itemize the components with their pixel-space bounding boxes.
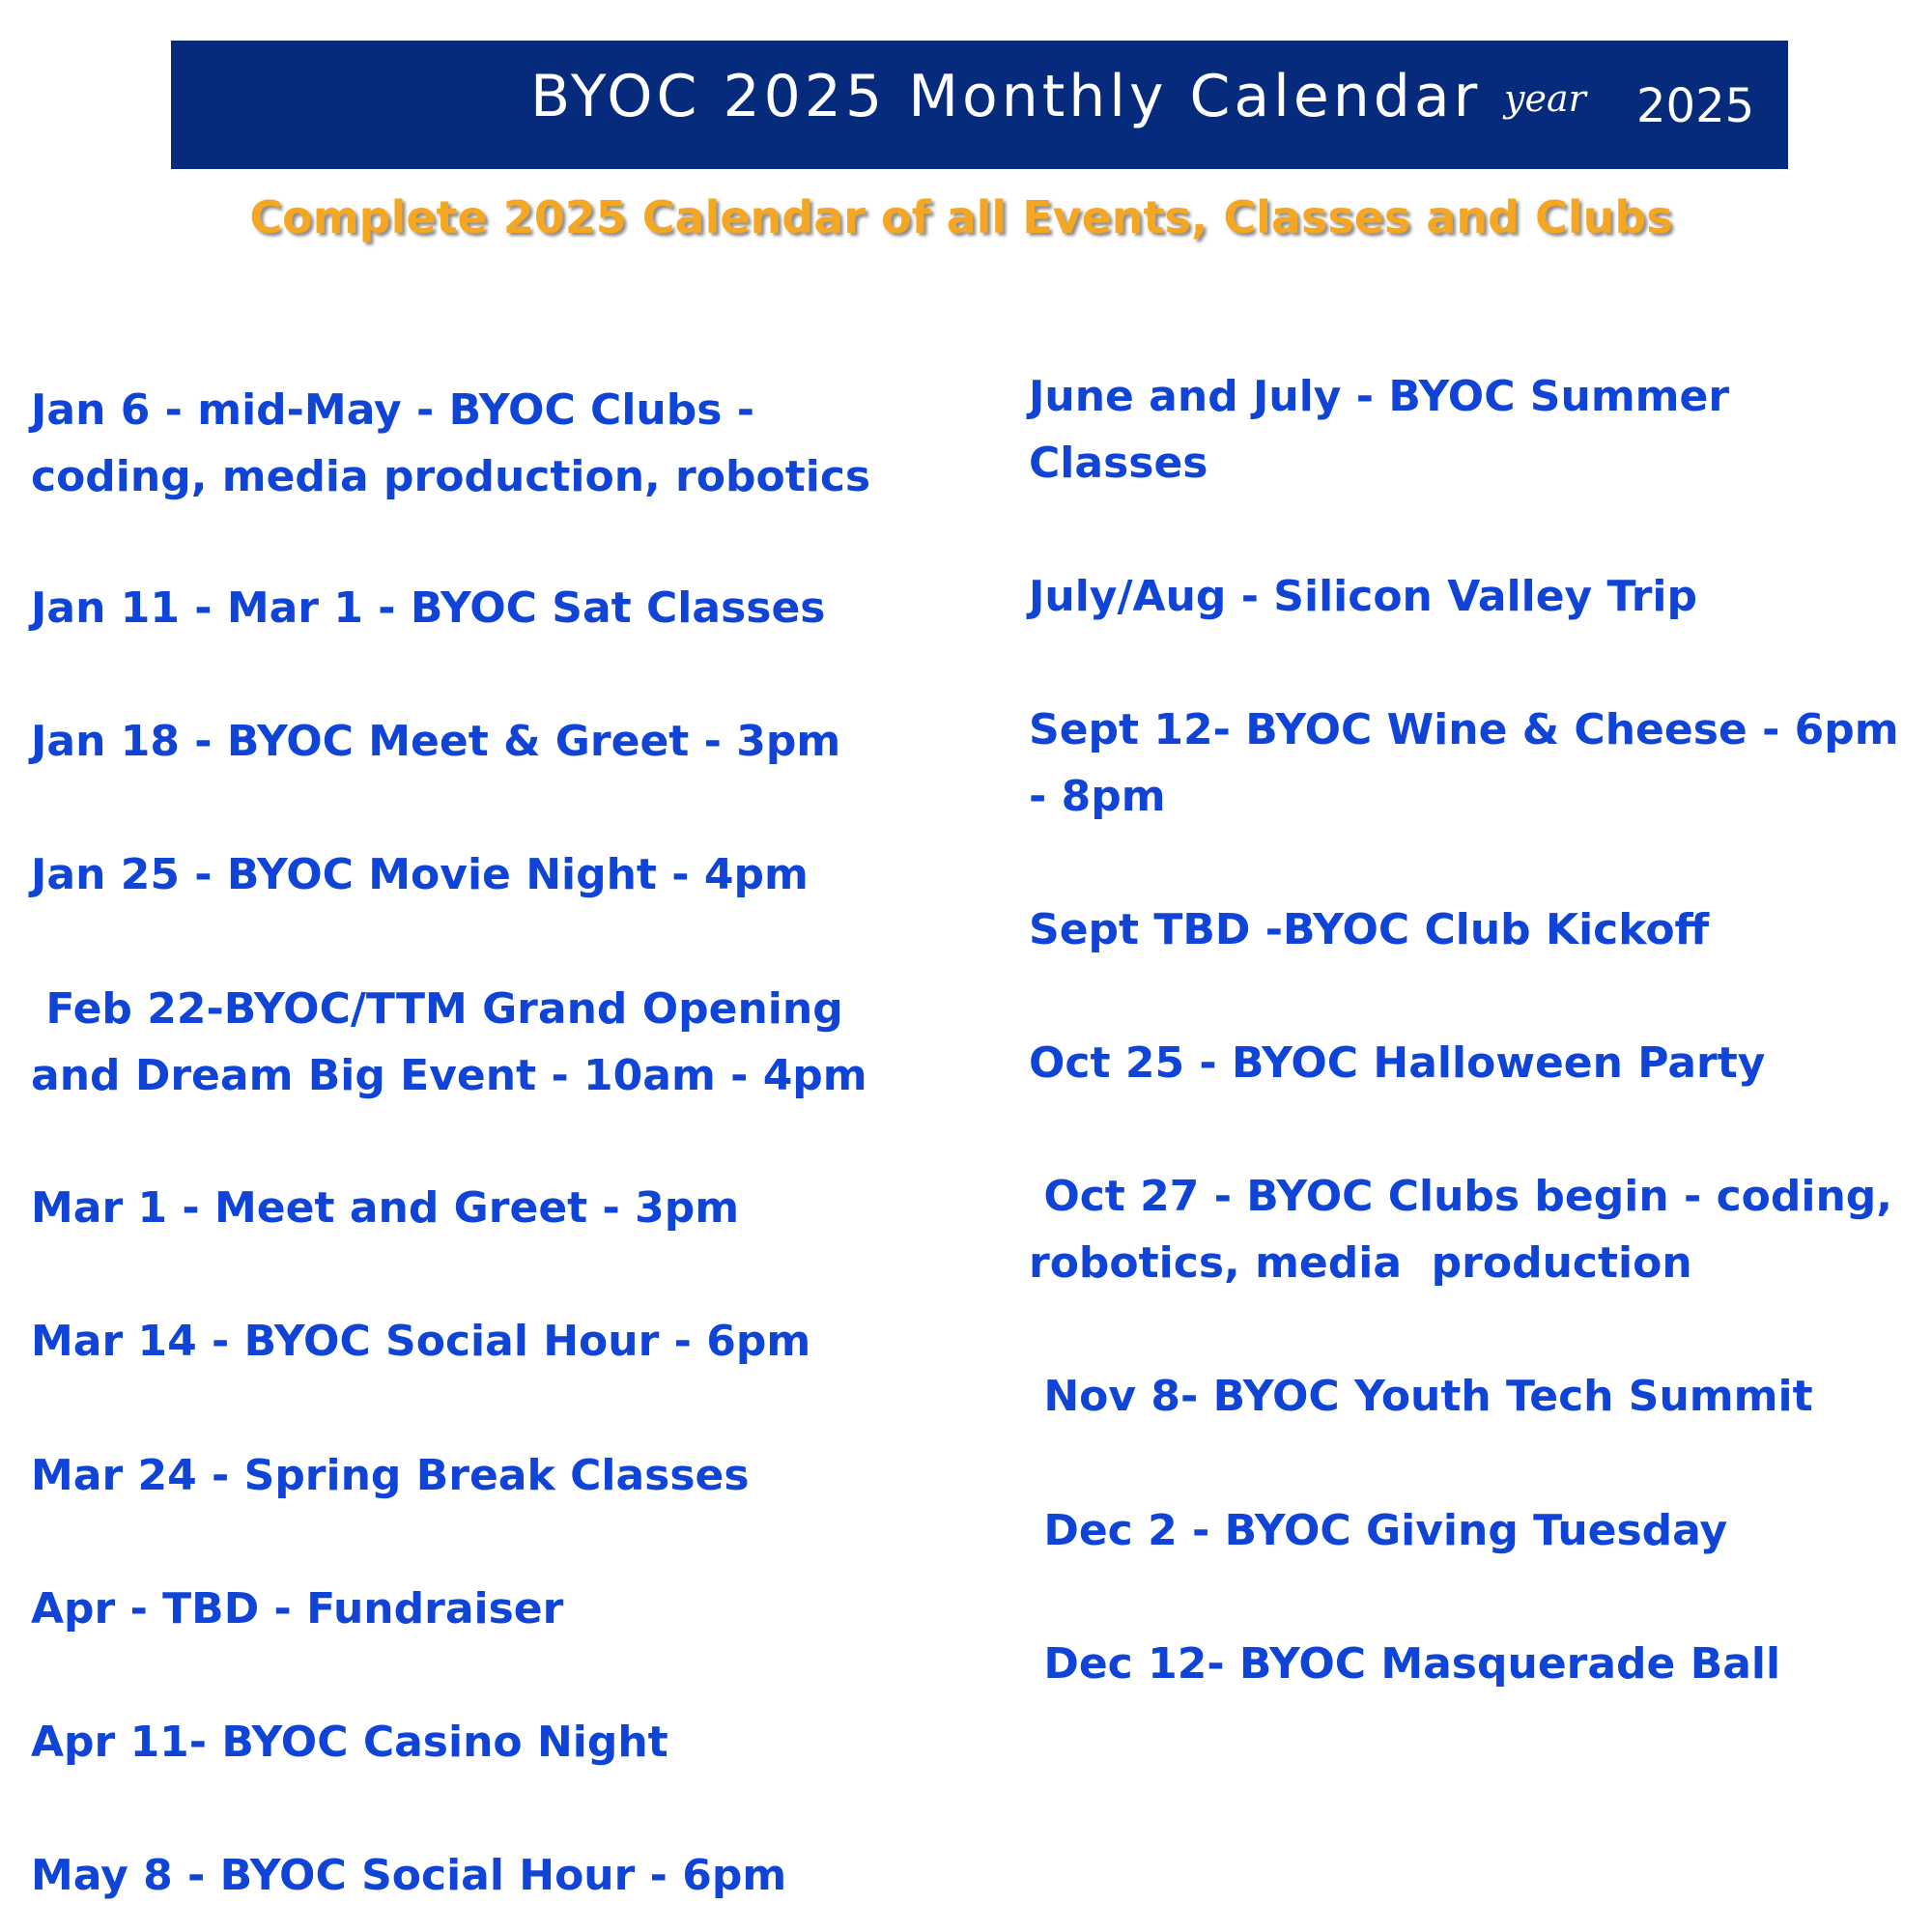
- event-item: [31, 1842, 786, 1909]
- event-line: July/Aug - Silicon Valley Trip: [1029, 572, 1697, 621]
- event-item: [31, 377, 870, 510]
- event-item: [31, 575, 826, 641]
- event-line: Nov 8- BYOC Youth Tech Summit: [1029, 1372, 1813, 1421]
- year-value: 2025: [1636, 79, 1755, 133]
- event-line: Jan 11 - Mar 1 - BYOC Sat Classes: [31, 583, 826, 633]
- event-item: [31, 708, 840, 775]
- event-line: Dec 12- BYOC Masquerade Ball: [1029, 1639, 1781, 1689]
- event-item: [1029, 563, 1697, 630]
- event-line: coding, media production, robotics: [31, 452, 871, 501]
- event-item: [1029, 696, 1899, 830]
- event-line: June and July - BYOC Summer: [1029, 372, 1730, 421]
- event-line: Jan 6 - mid-May - BYOC Clubs -: [31, 385, 755, 435]
- event-item: [1029, 1631, 1780, 1697]
- year-label: year: [1504, 77, 1586, 120]
- event-line: Jan 18 - BYOC Meet & Greet - 3pm: [31, 717, 841, 766]
- event-line: Mar 1 - Meet and Greet - 3pm: [31, 1183, 740, 1233]
- event-line: - 8pm: [1029, 772, 1166, 821]
- event-line: and Dream Big Event - 10am - 4pm: [31, 1051, 867, 1100]
- event-item: [31, 976, 867, 1109]
- event-item: [1029, 363, 1729, 497]
- event-line: robotics, media production: [1029, 1238, 1692, 1288]
- event-line: Classes: [1029, 439, 1208, 488]
- event-line: Oct 25 - BYOC Halloween Party: [1029, 1038, 1766, 1088]
- event-line: Mar 24 - Spring Break Classes: [31, 1451, 750, 1500]
- page-title: BYOC 2025 Monthly Calendar: [530, 63, 1482, 130]
- event-item: [31, 841, 809, 908]
- event-item: [1029, 1497, 1727, 1564]
- header-bar: [171, 41, 1788, 169]
- event-line: May 8 - BYOC Social Hour - 6pm: [31, 1851, 787, 1900]
- event-line: Feb 22-BYOC/TTM Grand Opening: [31, 984, 843, 1034]
- event-item: [31, 1175, 739, 1241]
- event-line: Jan 25 - BYOC Movie Night - 4pm: [31, 850, 809, 899]
- event-line: Sept 12- BYOC Wine & Cheese - 6pm: [1029, 705, 1899, 754]
- event-item: [31, 1576, 563, 1642]
- event-line: Mar 14 - BYOC Social Hour - 6pm: [31, 1317, 811, 1366]
- event-line: Apr - TBD - Fundraiser: [31, 1584, 564, 1634]
- event-item: [31, 1442, 750, 1509]
- event-line: Oct 27 - BYOC Clubs begin - coding,: [1029, 1172, 1892, 1221]
- event-line: Apr 11- BYOC Casino Night: [31, 1718, 668, 1767]
- event-line: Dec 2 - BYOC Giving Tuesday: [1029, 1506, 1728, 1555]
- event-item: [1029, 896, 1709, 963]
- subtitle: Complete 2025 Calendar of all Events, Classes and Clubs: [249, 191, 1673, 243]
- event-item: [31, 1709, 668, 1776]
- event-item: [1029, 1030, 1765, 1096]
- event-line: Sept TBD -BYOC Club Kickoff: [1029, 905, 1710, 954]
- event-item: [31, 1308, 810, 1375]
- event-item: [1029, 1163, 1892, 1296]
- event-item: [1029, 1363, 1813, 1430]
